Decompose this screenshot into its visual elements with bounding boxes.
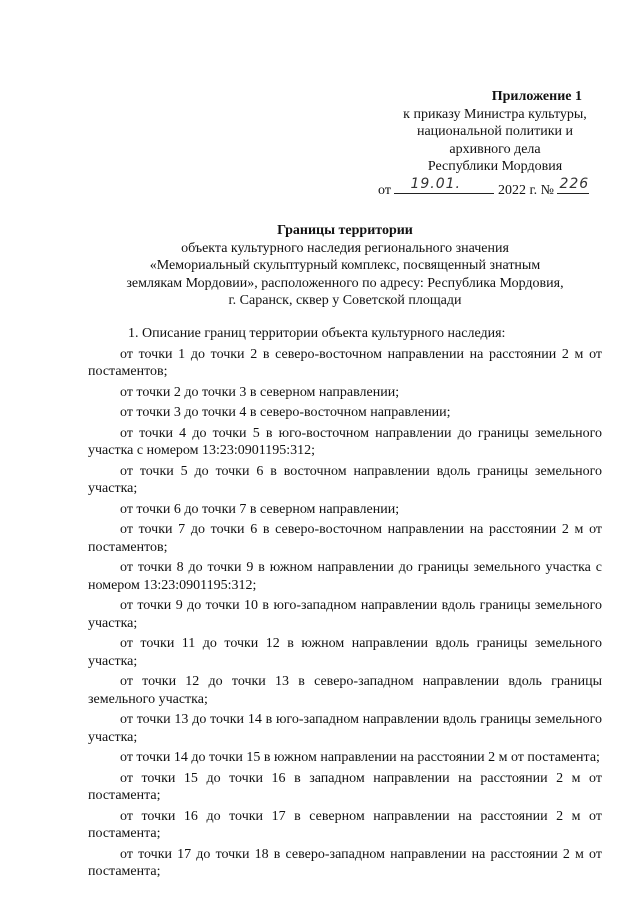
appendix-title: Приложение 1 [491, 89, 582, 104]
boundary-paragraph: от точки 13 до точки 14 в юго-западном направлении вдоль границы земельного участка; [88, 712, 602, 745]
heading-line: г. Саранск, сквер у Советской площади [228, 293, 462, 308]
appendix-line: национальной политики и [416, 124, 574, 139]
boundary-paragraph: от точки 17 до точки 18 в северо-западном направлении на расстоянии 2 м от постамента; [88, 846, 602, 879]
boundary-paragraph: от точки 15 до точки 16 в западном направлении на расстоянии 2 м от постамента; [88, 770, 602, 803]
heading-line: «Мемориальный скульптурный комплекс, посвященный знатным [149, 258, 541, 273]
heading-line: землякам Мордовии», расположенного по адресу: Республика Мордовия, [126, 275, 564, 291]
appendix-line: к приказу Министра культуры, [403, 106, 587, 122]
order-year: 2022 г. № [497, 183, 554, 198]
boundary-paragraph: от точки 8 до точки 9 в южном направлении до границы земельного участка с номером 13:23:0901195:312; [88, 560, 602, 593]
boundary-paragraph: от точки 7 до точки 6 в северо-восточном направлении на расстоянии 2 м от постаментов; [88, 522, 602, 555]
boundary-paragraph: от точки 1 до точки 2 в северо-восточном направлении на расстоянии 2 м от постаментов; [88, 346, 602, 379]
boundary-paragraph: от точки 4 до точки 5 в юго-восточном направлении до границы земельного участка с номером 13:23:0901195:312; [88, 425, 602, 458]
heading-title: Границы территории [277, 223, 413, 238]
boundary-paragraph: от точки 12 до точки 13 в северо-западном направлении вдоль границы земельного участка; [88, 674, 602, 707]
boundary-paragraph: от точки 9 до точки 10 в юго-западном направлении вдоль границы земельного участка; [88, 598, 602, 631]
order-date-line [378, 178, 610, 199]
boundary-paragraph: от точки 6 до точки 7 в северном направлении; [120, 501, 400, 517]
boundary-paragraph: от точки 3 до точки 4 в северо-восточном направлении; [120, 405, 451, 420]
boundary-paragraph: от точки 14 до точки 15 в южном направлении на расстоянии 2 м от постамента; [120, 750, 600, 765]
boundary-paragraph: от точки 11 до точки 12 в южном направлении вдоль границы земельного участка; [88, 636, 602, 669]
order-date-blank [394, 178, 494, 194]
appendix-block [380, 88, 610, 176]
order-number-blank [557, 178, 589, 194]
boundary-paragraph: от точки 5 до точки 6 в восточном направлении вдоль границы земельного участка; [88, 463, 602, 496]
order-date-handwritten: 19.01. [410, 176, 461, 192]
order-number-handwritten: 226 [559, 176, 590, 192]
order-prefix: от [378, 183, 391, 198]
appendix-line: архивного дела [449, 141, 541, 157]
document-heading [80, 222, 610, 310]
heading-line: объекта культурного наследия регионального значения [181, 240, 509, 256]
section-heading: 1. Описание границ территории объекта культурного наследия: [128, 326, 506, 341]
boundary-paragraph: от точки 2 до точки 3 в северном направлении; [120, 384, 400, 400]
boundary-paragraph: от точки 16 до точки 17 в северном направлении на расстоянии 2 м от постамента; [88, 808, 602, 841]
appendix-line: Республики Мордовия [427, 159, 563, 174]
document-body [88, 325, 602, 884]
